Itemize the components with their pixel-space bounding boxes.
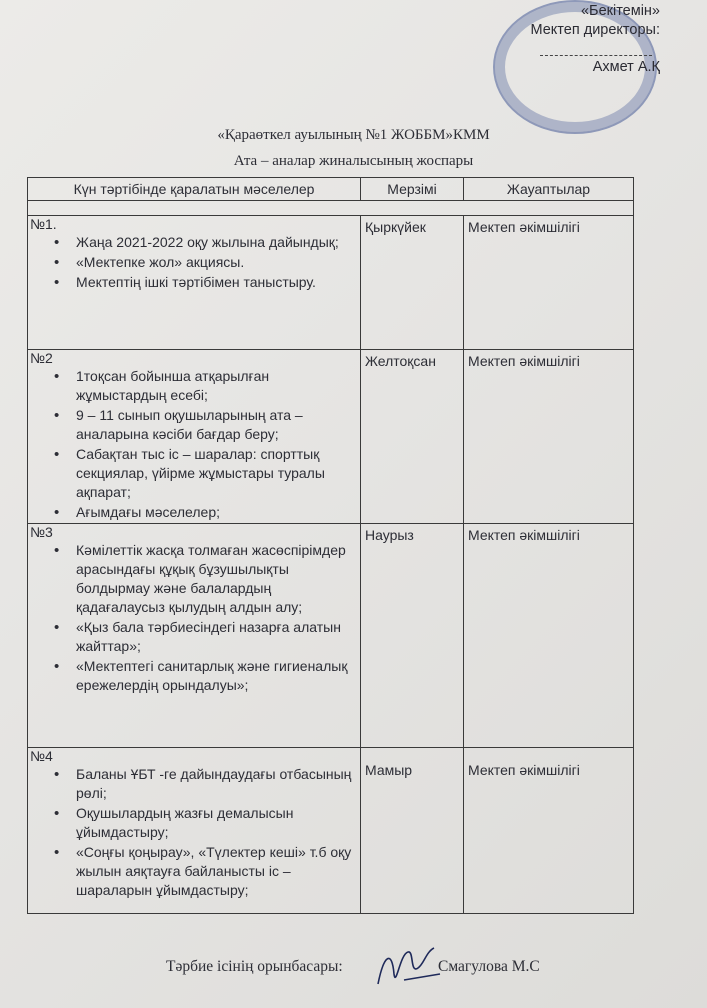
list-item: • Сабақтан тыс іс – шаралар: спорттық секциялар, үйірме жұмыстары туралы ақпарат; bbox=[76, 445, 360, 502]
table-row bbox=[28, 350, 634, 524]
footer-position: Тәрбие ісінің орынбасары: bbox=[166, 958, 343, 975]
section-number: №1. bbox=[30, 216, 57, 232]
header-term: Мерзімі bbox=[361, 178, 464, 201]
term-cell: Желтоқсан bbox=[365, 353, 436, 369]
term-cell: Наурыз bbox=[365, 527, 414, 543]
approval-stamp: «Бекітемін» bbox=[580, 3, 660, 19]
list-item: • «Қыз бала тәрбиесіндегі назарға алатын жайттар»; bbox=[76, 618, 360, 656]
list-item: • «Соңғы қоңырау», «Түлектер кеші» т.б оқу жылын аяқтауға байланысты іс – шараларын ұйымдастыру; bbox=[76, 843, 360, 900]
section-number: №2 bbox=[30, 350, 53, 366]
list-item: • Мектептің ішкі тәртібімен таныстыру. bbox=[76, 273, 360, 292]
term-cell: Қыркүйек bbox=[365, 219, 426, 235]
table-row bbox=[28, 524, 634, 748]
term-cell: Мамыр bbox=[365, 762, 413, 778]
table-row bbox=[28, 748, 634, 914]
list-item: • Баланы ҰБТ -ге дайындаудағы отбасының рөлі; bbox=[76, 765, 360, 803]
approval-block bbox=[500, 2, 660, 77]
list-item: • «Мектепке жол» акциясы. bbox=[76, 253, 360, 272]
footer-signature-block bbox=[166, 958, 540, 976]
footer-name: Смагулова М.С bbox=[438, 958, 540, 975]
header-issues: Күн тәртібінде қаралатын мәселелер bbox=[28, 178, 361, 201]
section-number: №4 bbox=[30, 748, 53, 764]
list-item: • Оқушылардың жазғы демалысын ұйымдастыру; bbox=[76, 804, 360, 842]
table-spacer-row bbox=[28, 201, 634, 216]
list-item: • «Мектептегі санитарлық және гигиеналық ережелердің орындалуы»; bbox=[76, 657, 360, 695]
list-item: • Ағымдағы мәселелер; bbox=[76, 503, 360, 522]
section-number: №3 bbox=[30, 524, 53, 540]
responsible-cell: Мектеп әкімшілігі bbox=[468, 219, 580, 235]
responsible-cell: Мектеп әкімшілігі bbox=[468, 527, 580, 543]
director-signature-line bbox=[540, 41, 652, 56]
handwritten-signature bbox=[374, 944, 444, 992]
list-item: • Кәмілеттік жасқа толмаған жасөспірімдер арасындағы құқық бұзушылықты болдырмау және балалардың қадағалаусыз қылудың алдын алу; bbox=[76, 541, 360, 617]
approval-position: Мектеп директоры: bbox=[530, 22, 660, 38]
header-responsible: Жауаптылар bbox=[464, 178, 634, 201]
list-item: • 1тоқсан бойынша атқарылған жұмыстардың есебі; bbox=[76, 367, 360, 405]
table-row bbox=[28, 216, 634, 350]
responsible-cell: Мектеп әкімшілігі bbox=[468, 762, 580, 778]
meeting-plan-table bbox=[27, 177, 634, 914]
list-item: • Жаңа 2021-2022 оқу жылына дайындық; bbox=[76, 233, 360, 252]
approval-name: Ахмет А.Қ bbox=[592, 59, 660, 75]
plan-title: Ата – аналар жиналысының жоспары bbox=[233, 153, 474, 169]
organization-title: «Қараөткел ауылының №1 ЖОББМ»КММ bbox=[217, 127, 490, 143]
table-header-row bbox=[28, 178, 634, 201]
responsible-cell: Мектеп әкімшілігі bbox=[468, 353, 580, 369]
list-item: • 9 – 11 сынып оқушыларының ата – аналарына кәсіби бағдар беру; bbox=[76, 406, 360, 444]
